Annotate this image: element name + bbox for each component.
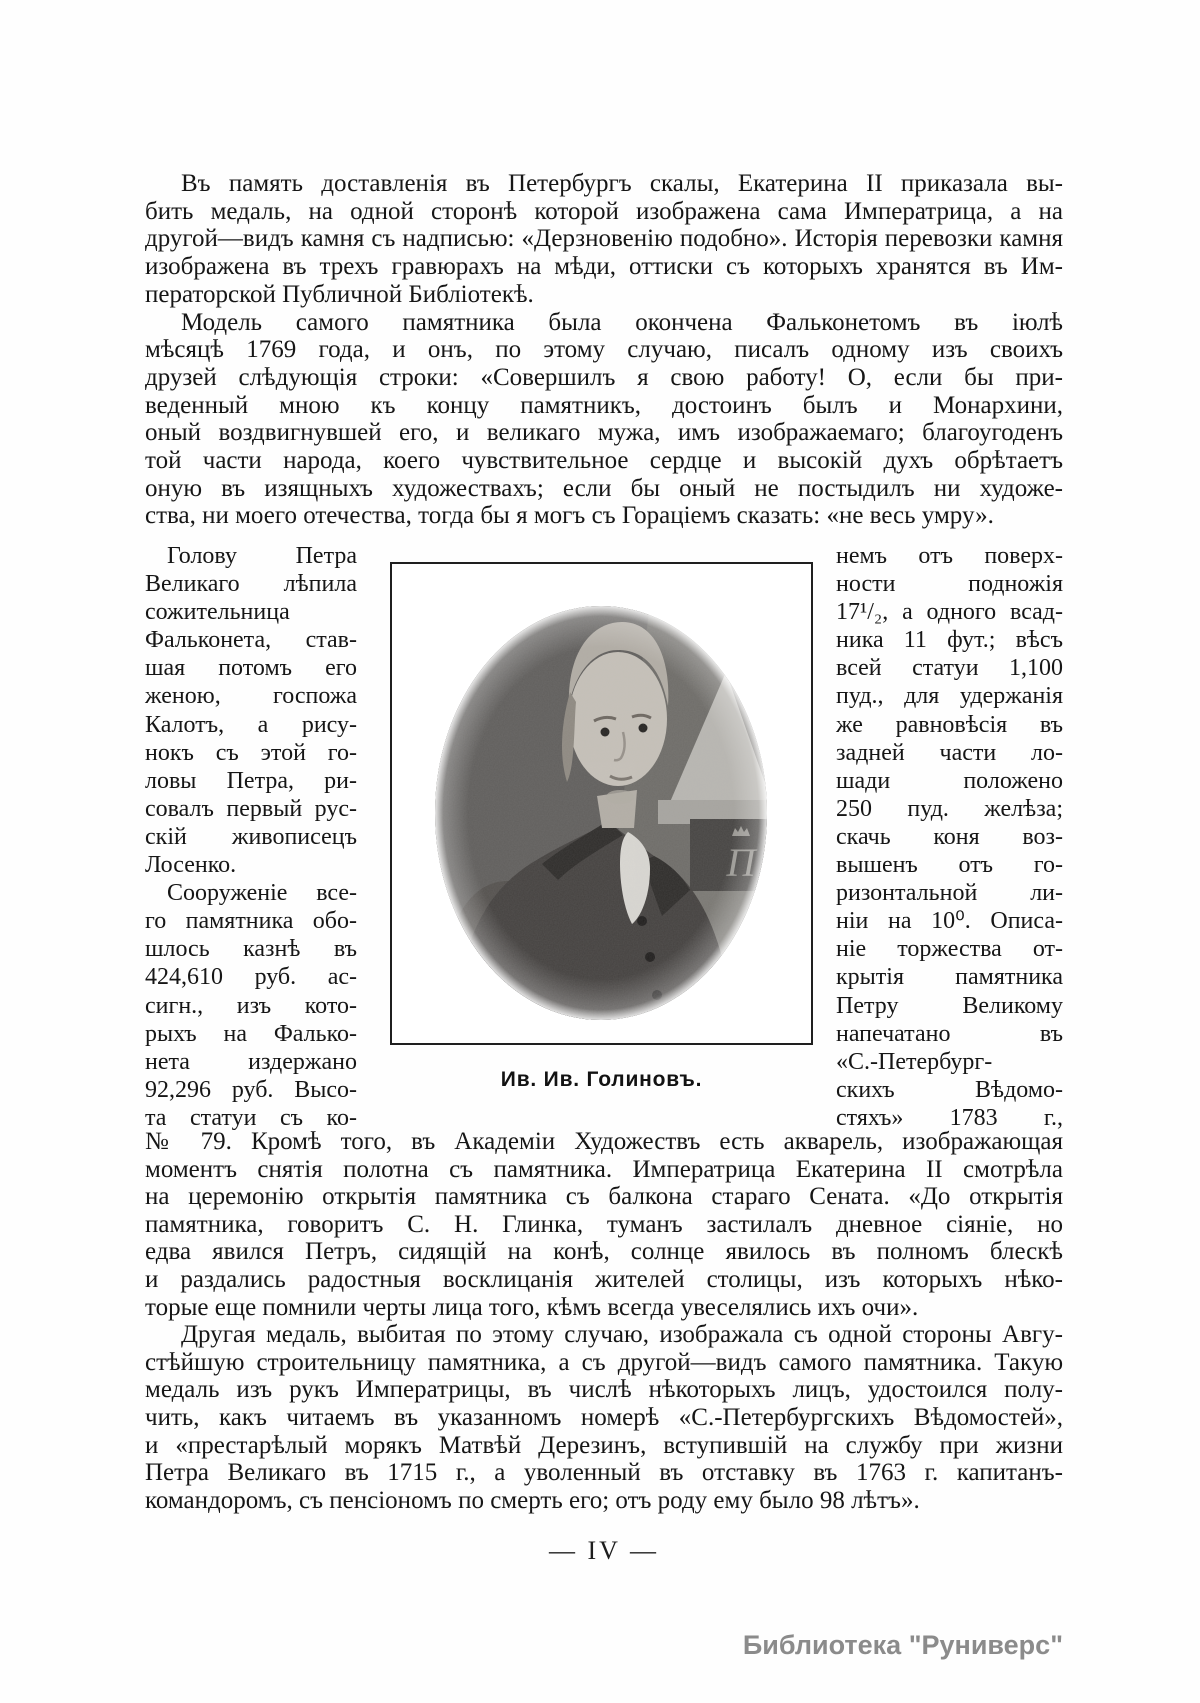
portrait-caption: Ив. Ив. Голиновъ.: [500, 1068, 703, 1091]
text-line: Въ память доставленія въ Петербургъ скалы, Екатерина II приказала вы-: [181, 170, 1063, 197]
text-line: Сооруженіе все-: [167, 880, 357, 907]
text-line: пуд., для удержанія: [836, 683, 1063, 710]
text-line: женою, госпожа: [145, 683, 357, 710]
text-line: Лосенко.: [145, 852, 237, 879]
text-line: Петру Великому: [836, 992, 1063, 1019]
text-line: скачь коня воз-: [836, 823, 1063, 850]
text-line: совалъ первый рус-: [145, 795, 357, 822]
text-line: мѣсяцѣ 1769 года, и онъ, по этому случаю, писалъ одному изъ своихъ: [145, 336, 1063, 364]
text-line: друзей слѣдующія строки: «Совершилъ я свою работу! О, если бы при-: [145, 363, 1063, 391]
text-line: и «престарѣлый морякъ Матвѣй Дерезинъ, вступившій на службу при жизни: [145, 1431, 1063, 1459]
text-line: оную въ изящныхъ художествахъ; если бы оный не постыдилъ ни художе-: [145, 474, 1063, 502]
text-line: памятника, говоритъ С. Н. Глинка, туманъ застилалъ дневное сіяніе, но: [145, 1210, 1063, 1238]
text-line: ніи на 10⁰. Описа-: [836, 908, 1063, 935]
closing-paragraphs: [145, 1128, 1063, 1514]
text-line: шади положено: [836, 767, 1063, 794]
intro-paragraphs: [145, 170, 1063, 530]
left-column: [145, 542, 357, 1132]
text-line: сигн., изъ кото-: [145, 992, 357, 1019]
text-line: шлось казнѣ въ: [145, 936, 357, 963]
text-line: 92,296 руб. Высо-: [145, 1076, 357, 1103]
text-line: Другая медаль, выбитая по этому случаю, изображала съ одной стороны Авгу-: [181, 1321, 1063, 1349]
text-line: веденный мною къ концу памятникъ, достоинъ былъ и Монархини,: [145, 391, 1063, 419]
text-line: Фальконета, став-: [145, 627, 357, 654]
text-line: всей статуи 1,100: [836, 655, 1063, 682]
portrait-image: [392, 564, 811, 1043]
text-line: Петра Великаго въ 1715 г., а уволенный въ отставку въ 1763 г. капитанъ-: [145, 1459, 1063, 1487]
text-line: нокъ съ этой го-: [145, 739, 357, 766]
text-line: на церемонію открытія памятника съ балкона стараго Сената. «До открытія: [145, 1183, 1063, 1211]
text-line: крытія памятника: [836, 964, 1063, 991]
text-line: изображена въ трехъ гравюрахъ на мѣди, оттиски съ которыхъ хранятся въ Им-: [145, 253, 1063, 281]
text-line: сожительница: [145, 599, 290, 626]
text-line: другой—видъ камня съ надписью: «Дерзновенію подобно». Исторія перевозки камня: [145, 225, 1063, 253]
text-line: вышенъ отъ го-: [836, 852, 1063, 879]
text-line: и раздались радостныя восклицанія жителей столицы, изъ которыхъ нѣко-: [145, 1265, 1063, 1293]
text-line: командоромъ, съ пенсіономъ по смерть его; отъ роду ему было 98 лѣтъ».: [145, 1486, 920, 1514]
text-line: медаль изъ рукъ Императрицы, въ числѣ нѣкоторыхъ лицъ, удостоился полу-: [145, 1376, 1063, 1404]
text-line: нета издержано: [145, 1048, 357, 1075]
text-line: Калотъ, а рису-: [145, 711, 357, 738]
text-line: напечатано въ: [836, 1020, 1063, 1047]
right-column: [836, 542, 1063, 1132]
text-line: ризонтальной ли-: [836, 880, 1063, 907]
text-line: рыхъ на Фалько-: [145, 1020, 357, 1047]
text-line: стѣйшую строительницу памятника, а съ другой—видъ самого памятника. Такую: [145, 1348, 1063, 1376]
text-line: скихъ Вѣдомо-: [836, 1076, 1063, 1103]
text-line: Великаго лѣпила: [145, 571, 357, 598]
library-watermark: Библиотека "Руниверс": [742, 1630, 1063, 1660]
text-line: Голову Петра: [167, 543, 357, 569]
text-line: моментъ снятія полотна съ памятника. Императрица Екатерина II смотрѣла: [145, 1155, 1063, 1183]
text-line: 424,610 руб. ас-: [145, 964, 357, 991]
text-line: ловы Петра, ри-: [145, 767, 357, 794]
text-line: го памятника обо-: [145, 908, 357, 935]
text-line: 250 пуд. желѣза;: [836, 795, 1063, 822]
text-line: чить, какъ читаемъ въ указанномъ номерѣ «С.-Петербургскихъ Вѣдомостей»,: [145, 1403, 1063, 1431]
text-line: же равновѣсія въ: [836, 711, 1063, 738]
text-line: ператорской Публичной Библіотекѣ.: [145, 280, 534, 308]
text-line: скій живописецъ: [145, 823, 357, 850]
text-line: «С.-Петербург-: [836, 1048, 993, 1075]
text-line: ности подножія: [836, 571, 1063, 598]
text-line: та статуи съ ко-: [145, 1104, 357, 1131]
text-line: ніе торжества от-: [836, 936, 1063, 963]
text-line: № 79. Кромѣ того, въ Академіи Художествъ есть акварель, изображающая: [145, 1128, 1063, 1155]
text-line: той части народа, коего чувствительное сердце и высокій духъ обрѣтаетъ: [145, 447, 1063, 475]
text-line: шая потомъ его: [145, 655, 357, 682]
text-line: стяхъ» 1783 г.,: [836, 1104, 1063, 1131]
text-line: Модель самого памятника была окончена Фальконетомъ въ іюлѣ: [181, 308, 1063, 336]
text-line: ника 11 фут.; вѣсъ: [836, 627, 1063, 654]
text-line: торые еще помнили черты лица того, кѣмъ всегда увеселялись ихъ очи».: [145, 1293, 919, 1321]
page-number: — IV —: [549, 1536, 659, 1565]
text-line: бить медаль, на одной сторонѣ которой изображена сама Императрица, а на: [145, 197, 1063, 225]
text-line: едва явился Петръ, сидящій на конѣ, солнце явилось въ полномъ блескѣ: [145, 1238, 1063, 1266]
text-line: задней части ло-: [836, 739, 1063, 766]
text-line: оный воздвигнувшей его, и великаго мужа, имъ изображаемаго; благоугоденъ: [145, 419, 1063, 447]
text-line: немъ отъ поверх-: [836, 543, 1063, 569]
portrait-figure: [390, 562, 813, 1045]
text-line: 17¹/₂, а одного всад-: [836, 599, 1063, 626]
text-line: ства, ни моего отечества, тогда бы я могъ съ Гораціемъ сказать: «не весь умру».: [145, 502, 994, 530]
